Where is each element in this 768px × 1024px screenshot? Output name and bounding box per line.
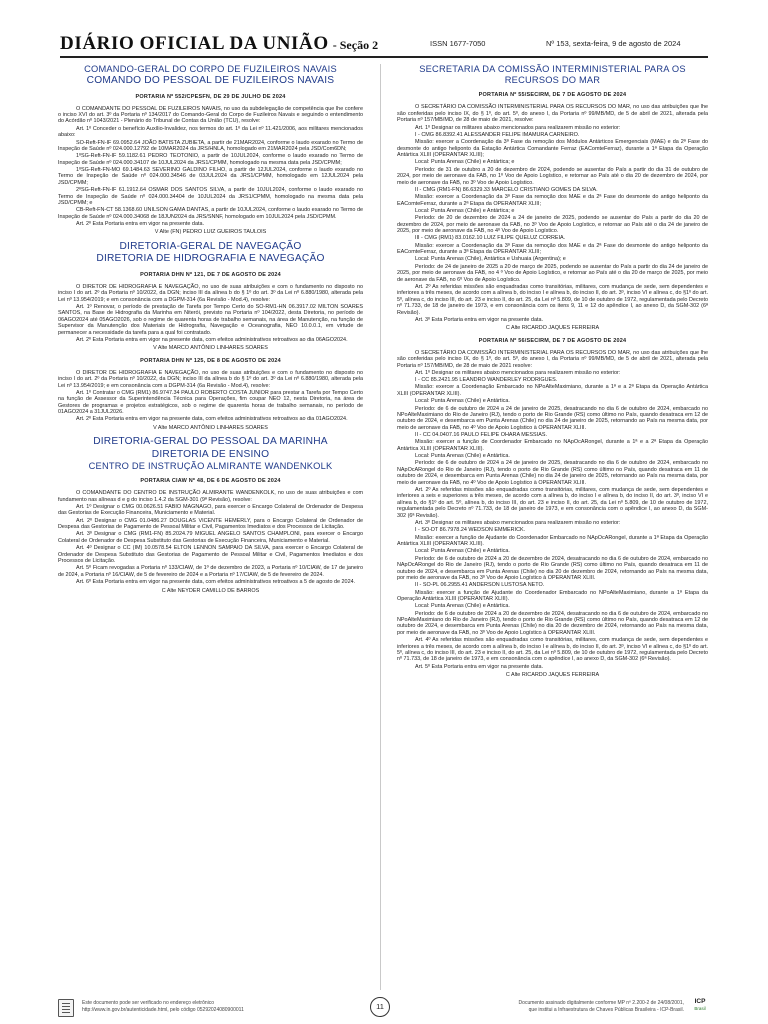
paragraph: Art. 2º As referidas missões são enquadradas como transitórias, militares, com mudança de sede, sem dependentes e inferiores a três meses, de acordo com a alínea b, do inciso I e alínea b, do inciso II, do art. 3º, inciso VI e alínea c, do §1º do art. 5º, alínea c, do inciso III, do art. 23 e inciso II, do art. 25, da Lei nº 5.809, de 10 de outubro de 1972, regulamentada pelo Decreto nº 71.733, de 18 de janeiro de 1973, e em consonância com os itens 9, 11 e 12 do apêndice I, ao anexo D, da SGM-302 (6ª Revisão).: [397, 283, 708, 316]
paragraph: Missão: exercer a Coordenação da 3ª Fase da remoção dos MAE e da 2ª Fase do desmonte do antigo heliponto da EAComteFerraz, durante a 2ª Etapa da OPERANTAR XLIII;: [397, 194, 708, 207]
paragraph: Missão: exercer a Coordenação da 3ª Fase da remoção dos Módulos Antárticos Emergenciais (MAE) e da 2ª Fase do desmonte do antigo heliponto da Estação Antártica Comandante Ferraz (EAComteFerraz), durante a 1ª Etapa da Operação Antártica XLIII (OPERANTAR XLIII);: [397, 139, 708, 159]
paragraph: I - CC 85.2421.95 LEANDRO WANDERLEY RODRIGUES.: [415, 377, 558, 384]
signatory: V Alte (FN) PEDRO LUIZ GUEIROS TAULOIS: [154, 229, 267, 236]
paragraph: I - CMG 86.8392.41 ALESSANDER FELIPE IMAMURA CARNEIRO.: [415, 131, 580, 138]
paragraph: Art. 1º Designar o CMG 00.0626.51 FABIO MAGNAGO, para exercer o Encargo Colateral de Ordenador de Despesa das Gestorias de Execução Financeira, Municiamento e Material.: [58, 504, 363, 517]
document-icon: [58, 999, 74, 1017]
paragraph: Período: de 6 de outubro de 2024 a 24 de janeiro de 2025, desatracando no dia 6 de outubro de 2024, embarcado no NPoAlteMaximiano do Rio de Janeiro (RJ), tendo o porto de Rio Grande (RS) como último no País, quando desatraca em 12 de outubro de 2024, e desembarca em Punta Arenas (Chile) no dia 24 de janeiro de 2025, retornando ao País na mesma data, por meio de aeronave da FAB, no 4º Voo de Apoio Logístico à OPERANTAR XLIII.: [397, 405, 708, 431]
signatory: V Alte MARCO ANTÔNIO LINHARES SOARES: [153, 424, 268, 431]
paragraph: Local: Punta Arenas (Chile) e Antártica; e: [415, 159, 515, 166]
paragraph: 1ºSG-Reft-FN-MO 69.1484.63 SEVERINO GALDINO FILHO, a partir de 12JUL2024, conforme o laudo exarado no Termo de Inspeção de Saúde nº 024.000.34546 de 03JUL2024 da JRS1/CPMM, homologado em 12JUL2024 pela JSD/CPMM;: [58, 166, 363, 186]
paragraph: Local: Punta Arenas (Chile) e Antártica.: [415, 548, 510, 555]
signature-line: Documento assinado digitalmente conforme MP nº 2.200-2 de 24/08/2001,: [518, 1000, 684, 1006]
issn-label: ISSN 1677-7050: [430, 39, 486, 48]
paragraph: Período: de 31 de outubro a 20 de dezembro de 2024, podendo se ausentar do País a partir do dia 31 de outubro de 2024, por meio de aeronave da FAB, no 1º Voo de Apoio Logístico, e retornar ao País até o dia 20 de dezembro de 2024, por meio de aeronave da FAB, no 3º Voo de Apoio Logístico.: [397, 166, 708, 186]
paragraph: O SECRETÁRIO DA COMISSÃO INTERMINISTERIAL PARA OS RECURSOS DO MAR, no uso das atribuições que lhe são conferidas pelo inciso IX, do § 1º, do art. 5º, do anexo I, da Portaria nº 99/MB/MD, de 5 de abril de 2021, alterada pela Portaria nº 157/MB/MD, de 28 de maio de 2021, resolve:: [397, 104, 708, 124]
paragraph: Art. 5º Ficam revogadas a Portaria nº 133/CIAW, de 1º de dezembro de 2023, a Portaria nº 10/CIAW, de 17 de janeiro de 2024, a Portaria nº 16/CIAW, de 5 de fevereiro de 2024 e a Portaria nº 17/CIAW, de 5 de fevereiro de 2024.: [58, 565, 363, 578]
left-column: [58, 64, 363, 994]
paragraph: Local: Punta Arenas (Chile), Antártica e Ushuaia (Argentina); e: [415, 256, 566, 263]
paragraph: Art. 2º Esta Portaria entra em vigor na presente data, com efeitos administrativos retroativos ao dia 06AGO2024.: [76, 336, 348, 343]
paragraph: Art. 3º Esta Portaria entra em vigor na presente data.: [415, 316, 544, 323]
paragraph: Art. 1º Designar os militares abaixo mencionados para realizarem missão no exterior:: [415, 369, 621, 376]
paragraph: Art. 3º Designar o CMG (RM1-FN) 85.2024.79 MIGUEL ANGELO SANTOS CHAMPLONI, para exercer o Encargo Colateral de Ordenador de Despesa Substituto das Gestorias de Execução Financeira, Municiamento e Material.: [58, 531, 363, 544]
ordinance-title: PORTARIA Nº 56/SECIRM, DE 7 DE AGOSTO DE 2024: [478, 337, 627, 344]
paragraph: Art. 4º As referidas missões são enquadradas como transitórias, militares, com mudança de sede, sem dependentes e inferiores a três meses, de acordo com a alínea b, do inciso I e alínea b, do inciso II, do art. 3º, inciso VI e alínea c, do §1º do art. 5º, alínea c, do inciso III, do art. 23 e inciso II, do art. 25, da Lei nº 5.809, de 10 de outubro de 1972, regulamentada pelo Decreto nº 71.733, de 18 de janeiro de 1973, e em consonância com o apêndice I, ao anexo D, da SGM-302 (6ª Revisão).: [397, 637, 708, 663]
paragraph: Art. 1º Conceder o benefício Auxílio-Invalidez, nos termos do art. 1º da Lei nº 11.421/2006, aos militares mencionados abaixo:: [58, 125, 363, 139]
ordinance-title: PORTARIA Nº 552/CPESFN, DE 29 DE JULHO DE 2024: [135, 93, 286, 100]
paragraph: Art. 5º Esta Portaria entra em vigor na presente data.: [415, 663, 544, 670]
organization-heading: SECRETARIA DA COMISSÃO INTERMINISTERIAL PARA OS RECURSOS DO MAR: [419, 64, 686, 86]
organization-heading: DIRETORIA-GERAL DO PESSOAL DA MARINHA: [93, 436, 328, 448]
organization-heading: DIRETORIA DE ENSINO: [151, 448, 270, 460]
signatory: C Alte NEYDER CAMILLO DE BARROS: [161, 587, 260, 594]
column-divider: [380, 64, 381, 990]
paragraph: O SECRETÁRIO DA COMISSÃO INTERMINISTERIAL PARA OS RECURSOS DO MAR, no uso das atribuições que lhe são conferidas pelo inciso IX, do § 1º, do art. 5º, do anexo I, da Portaria nº 99/MB/MD, de 5 de abril de 2021, alterada pela Portaria nº 157/MB/MD, de 28 de maio de 2021 resolve:: [397, 349, 708, 369]
paragraph: I - SO-DT 86.7978.24 WEDSON EMMERICK.: [415, 527, 526, 534]
page-number: 11: [370, 997, 390, 1017]
paragraph: Local: Punta Arenas (Chile) e Antártica; e: [415, 207, 515, 214]
issue-date: Nº 153, sexta-feira, 9 de agosto de 2024: [546, 39, 681, 48]
paragraph: Período: de 20 de dezembro de 2024 a 24 de janeiro de 2025, podendo se ausentar do País a partir do dia 20 de dezembro de 2024, por meio de aeronave da FAB, no 3º Voo de Apoio Logístico, e retornar ao País até o dia 24 de janeiro de 2025, por meio de aeronave da FAB, no 4º Voo de Apoio Logístico.: [397, 215, 708, 235]
gazette-title: [60, 33, 378, 55]
paragraph: 1ºSG-Reft-FN-IF 59.1182.61 PEDRO TEOTONIO, a partir de 10JUL2024, conforme o laudo exarado no Termo de Inspeção de Saúde nº 024.000.34107 de 10JUL2024 da JRS1/CPMM, homologado na mesma data pela JSD/CPMM;: [58, 153, 363, 166]
header-rule: [60, 56, 708, 58]
paragraph: Período: de 6 de outubro de 2024 a 20 de dezembro de 2024, desatracando no dia 6 de outubro de 2024, embarcado no NPoAlteMaximiano do Rio de Janeiro (RJ), tendo o porto de Rio Grande (RS) como último no País, quando desatraca em 12 de outubro de 2024, e desembarca em Punta Arenas (Chile) no dia 20 de dezembro de 2024, retornando ao País na mesma data, por meio de aeronave da FAB, no 3º Voo de Apoio Logístico à OPERANTAR XLIII.: [397, 610, 708, 636]
gazette-name: DIÁRIO OFICIAL DA UNIÃO: [60, 33, 329, 54]
paragraph: O COMANDANTE DO CENTRO DE INSTRUÇÃO ALMIRANTE WANDENKOLK, no uso de suas atribuições e com fundamento nas alíneas d e g do inciso 1.4.2 da SGM-301 (9ª Revisão), resolve:: [58, 490, 363, 503]
section-label: - Seção 2: [332, 38, 379, 52]
paragraph: Art. 1º Designar os militares abaixo mencionados para realizarem missão no exterior:: [415, 124, 621, 131]
organization-heading: DIRETORIA-GERAL DE NAVEGAÇÃO: [119, 240, 302, 252]
verification-note: [82, 1000, 244, 1013]
ordinance-title: PORTARIA DHN Nº 125, DE 8 DE AGOSTO DE 2024: [140, 357, 281, 364]
paragraph: Art. 6º Esta Portaria entra em vigor na presente data, com efeitos administrativos retroativos a 5 de agosto de 2024.: [76, 579, 356, 586]
paragraph: Período: de 6 de outubro de 2024 a 24 de janeiro de 2025, desatracando no dia 6 de outubro de 2024, embarcado no NApOcARongel do Rio de Janeiro (RJ), tendo o porto de Rio Grande (RS) como último no País, quando desatraca em 11 de outubro de 2024, e desembarca em Punta Arenas (Chile) no dia 24 de janeiro de 2025, retornando ao País na mesma data, por meio de aeronave da FAB, no 4º Voo de Apoio Logístico à OPERANTAR XLIII.: [397, 460, 708, 486]
paragraph: Art. 2º As referidas missões são enquadradas como transitórias, militares, com mudança de sede, sem dependentes e inferiores a seis e superiores a três meses, de acordo com a alínea b, do inciso I e alínea b, do inciso II, do art. 3º, inciso VI e alínea b, do §1º do art. 5º, alínea b, do inciso III, do art. 23 e inciso II, do art. 25, da Lei nº 5.809, de 10 de outubro de 1972, regulamentada pelo Decreto nº 71.733, de 18 de janeiro de 1973, e em consonância com o apêndice I, ao anexo D, da SGM-302 (6ª Revisão).: [397, 487, 708, 519]
icp-brasil-logo: [690, 998, 710, 1018]
paragraph: II - CC 04.0407.16 PAULO FELIPE OHARA MESSIAS.: [415, 432, 547, 439]
paragraph: Missão: exercer a função de Ajudante do Coordenador Embarcado no NApOcARongel, durante a 1ª Etapa da Operação Antártica XLIII (OPERANTAR XLIII).: [397, 534, 708, 548]
organization-heading: CENTRO DE INSTRUÇÃO ALMIRANTE WANDENKOLK: [88, 461, 333, 472]
paragraph: CB-Reft-FN-CT 58.1368.60 UNILSON GAMA DANTAS, a partir de 10JUL2024, conforme o laudo exarado no Termo de Inspeção de Saúde nº 024.000.34068 de 18JUN2024 da JRS/SNNF, homologado em 10JUL2024 pela JSD/CPMM.: [58, 207, 363, 220]
page-footer: [58, 997, 710, 1023]
paragraph: O COMANDANTE DO PESSOAL DE FUZILEIROS NAVAIS, no uso da subdelegação de competência que lhe confere o inciso XVI do art. 3º da Portaria nº 134/2017 do Comando-Geral do Corpo de Fuzileiros Navais e seguindo o entendimento do Acórdão nº 1043/2021 - Plenário do Tribunal de Contas da União (TCU), resolve:: [58, 105, 363, 125]
paragraph: III - CMG (RM1) 83.0162.10 LUIZ FILIPE QUELUZ CORREIA.: [415, 235, 566, 242]
paragraph: Missão: exercer a função de Ajudante do Coordenador Embarcado no NPoAlteMaximiano, durante a 1ª Etapa da Operação Antártica XLIII (OPERANTAR XLIII).: [397, 589, 708, 603]
signatory: C Alte RICARDO JAQUES FERREIRA: [505, 672, 600, 679]
paragraph: Local: Punta Arenas (Chile) e Antártica.: [415, 398, 510, 405]
paragraph: Art. 2º Esta Portaria entra em vigor na presente data.: [76, 221, 205, 228]
signature-line: que institui a Infraestrutura de Chaves Públicas Brasileira - ICP-Brasil.: [528, 1006, 684, 1013]
paragraph: II - CMG (RM1-FN) 86.6329.33 MARCELO CRISTIANO GOMES DA SILVA.: [415, 186, 598, 193]
organization-heading: COMANDO DO PESSOAL DE FUZILEIROS NAVAIS: [86, 75, 335, 87]
paragraph: Missão: exercer a Coordenação Embarcado no NPoAlteMaximiano, durante a 1ª e a 2ª Etapa da Operação Antártica XLIII (OPERANTAR XLIII).: [397, 384, 708, 397]
verification-link[interactable]: http://www.in.gov.br/autenticidade.html, pelo código 05292024080900011: [82, 1006, 244, 1013]
icp-logo-subtext: Brasil: [694, 1006, 706, 1011]
paragraph: Art. 4º Designar o CC (IM) 10.0578.54 ELTON LENNON SAMPAIO DA SILVA, para exercer o Encargo Colateral de Ordenador de Despesa Substituto das Gestorias de Pagamento de Pessoal Militar e Civil, Pagamentos Imediatos e dos Processos de Licitação.: [58, 545, 363, 565]
paragraph: II - SO-PL 06.2955.41 ANDERSON LUSTOSA NETO.: [415, 582, 545, 589]
verification-line: Este documento pode ser verificado no endereço eletrônico: [82, 1000, 215, 1006]
paragraph: Art. 2º Esta Portaria entra em vigor na presente data, com efeitos administrativos retroativos ao dia 01AGO2024.: [76, 416, 348, 423]
paragraph: Art. 1º Renovar, o período de prestação de Tarefa por Tempo Certo do SO-RM1-HN 06.3917.02 MILTON SOARES SANTOS, na Base de Hidrografia da Marinha em Niterói, previsto na Portaria nº 104/2022, desta Diretoria, no período de 06AGO2024 até 05AGO2026, sob o regime de quarenta horas de trabalho semanais, na área de Manutenção, na função de Supervisor da Manutenção dos Materiais de Hidrografia, Navegação e Oceanografia, NEO 10.0.0.1, em virtude de permanecer a necessidade da tarefa para a qual foi contratado.: [58, 303, 363, 336]
icp-logo-text: ICP: [694, 998, 706, 1005]
signatory: C Alte RICARDO JAQUES FERREIRA: [505, 325, 600, 332]
ordinance-title: PORTARIA DHN Nº 121, DE 7 DE AGOSTO DE 2024: [140, 271, 281, 278]
paragraph: Missão: exercer a Coordenação da 3ª Fase da remoção dos MAE e da 2ª Fase do desmonte do antigo heliponto da EAComteFerraz, durante a 3ª Etapa da OPERANTAR XLIII;: [397, 242, 708, 256]
page-header: [60, 30, 708, 56]
organization-heading: DIRETORIA DE HIDROGRAFIA E NAVEGAÇÃO: [96, 253, 325, 265]
paragraph: Art. 3º Designar os militares abaixo mencionados para realizarem missão no exterior:: [415, 520, 621, 527]
paragraph: SO-Reft-FN-IF 69.0952.64 JOÃO BATISTA ZUBIETA, a partir de 21MAR2024, conforme o laudo exarado no Termo de Inspeção de Saúde nº 024.000.12792 de 10MAR2024 da JRS/HNLA, homologado em 21MAR2024 pela JSD/Com6DN;: [58, 139, 363, 152]
ordinance-title: PORTARIA CIAW Nº 48, DE 6 DE AGOSTO DE 2024: [140, 478, 281, 485]
paragraph: Local: Punta Arenas (Chile) e Antártica.: [415, 453, 510, 460]
paragraph: 2ºSG-Reft-FN-IF 61.1912.64 OSMAR DOS SANTOS SILVA, a partir de 10JUL2024, conforme o laudo exarado no Termo de Inspeção de Saúde nº 024.000.34404 de 10JUL2024 da JRS1/CPMM, homologado na mesma data pela JSD/CPMM; e: [58, 187, 363, 206]
paragraph: Local: Punta Arenas (Chile) e Antártica.: [415, 603, 510, 610]
organization-heading: COMANDO-GERAL DO CORPO DE FUZILEIROS NAVAIS: [84, 64, 337, 74]
signatory: V Alte MARCO ANTÔNIO LINHARES SOARES: [153, 345, 268, 352]
paragraph: Período: de 24 de janeiro de 2025 a 20 de março de 2025, podendo se ausentar do País a partir do dia 24 de janeiro de 2025, por meio de aeronave da FAB, no 4 º Voo de Apoio Logístico, e retornar ao País até o dia 20 de março de 2025, por meio de aeronave da FAB, no 6º Voo de Apoio Logístico.: [397, 263, 708, 283]
signature-note: [494, 1000, 684, 1013]
ordinance-title: PORTARIA Nº 55/SECIRM, DE 7 DE AGOSTO DE 2024: [478, 92, 627, 99]
right-column: [397, 64, 708, 994]
paragraph: Art. 1º Contratar o CMG (RM1) 86.9747.34 PAULO ROBERTO COSTA JUNIOR para prestar a Tarefa por Tempo Certo na função de Assessor da Superintendência Técnica para Operações, fim coupar NEO 12, nesta Diretoria, na área de Gestores de programas e projetos estratégicos, sob o regime de quarenta horas de trabalho semanais, no período de 01AGO2024 a 31JUL2026.: [58, 389, 363, 416]
paragraph: Art. 2º Designar o CMG 01.0486.27 DOUGLAS VICENTE HEMERLY, para o Encargo Colateral de Ordenador de Despesa das Gestorias de Pagamento de Pessoal Militar e Civil, Pagamentos Imediatos e dos Processos de Licitação.: [58, 517, 363, 531]
paragraph: O DIRETOR DE HIDROGRAFIA E NAVEGAÇÃO, no uso de suas atribuições e com o fundamento no disposto no inciso I do art. 2º da Portaria nº 10/2022, da DGN; inciso III da alínea b do § 1º do art. 3º da Lei nº 6.880/1980, alterada pela Lei nº 13.954/2019; e em consonância com a DGPM-314 (6a Revisão - Mod.4), resolve:: [58, 283, 363, 303]
paragraph: Período: de 6 de outubro de 2024 a 20 de dezembro de 2024, desatracando no dia 6 de outubro de 2024, embarcado no NApOcARongel do Rio de Janeiro (RJ), tendo o porto de Rio Grande (RS) como último no País, quando desatraca em 11 de outubro de 2024, e desembarca em Punta Arenas (Chile) no dia 20 de dezembro de 2024, retornando ao País na mesma data, por meio de aeronave da FAB, no 3º Voo de Apoio Logístico à OPERANTAR XLIII.: [397, 555, 708, 581]
paragraph: O DIRETOR DE HIDROGRAFIA E NAVEGAÇÃO, no uso de suas atribuições e com o fundamento no disposto no inciso I do art. 2º da Portaria nº 10/2022, da DGN; inciso III da alínea b do § 1º do art. 3º da Lei nº 6.880/1980, alterada pela Lei nº 13.954/2019; e em consonância com a DGPM-314 (6a Revisão - Mod.4), resolve:: [58, 369, 363, 389]
paragraph: Missão: exercer a função de Coordenador Embarcado no NApOcARongel, durante a 1ª e a 2ª Etapa da Operação Antártica XLIII (OPERANTAR XLIII).: [397, 439, 708, 452]
